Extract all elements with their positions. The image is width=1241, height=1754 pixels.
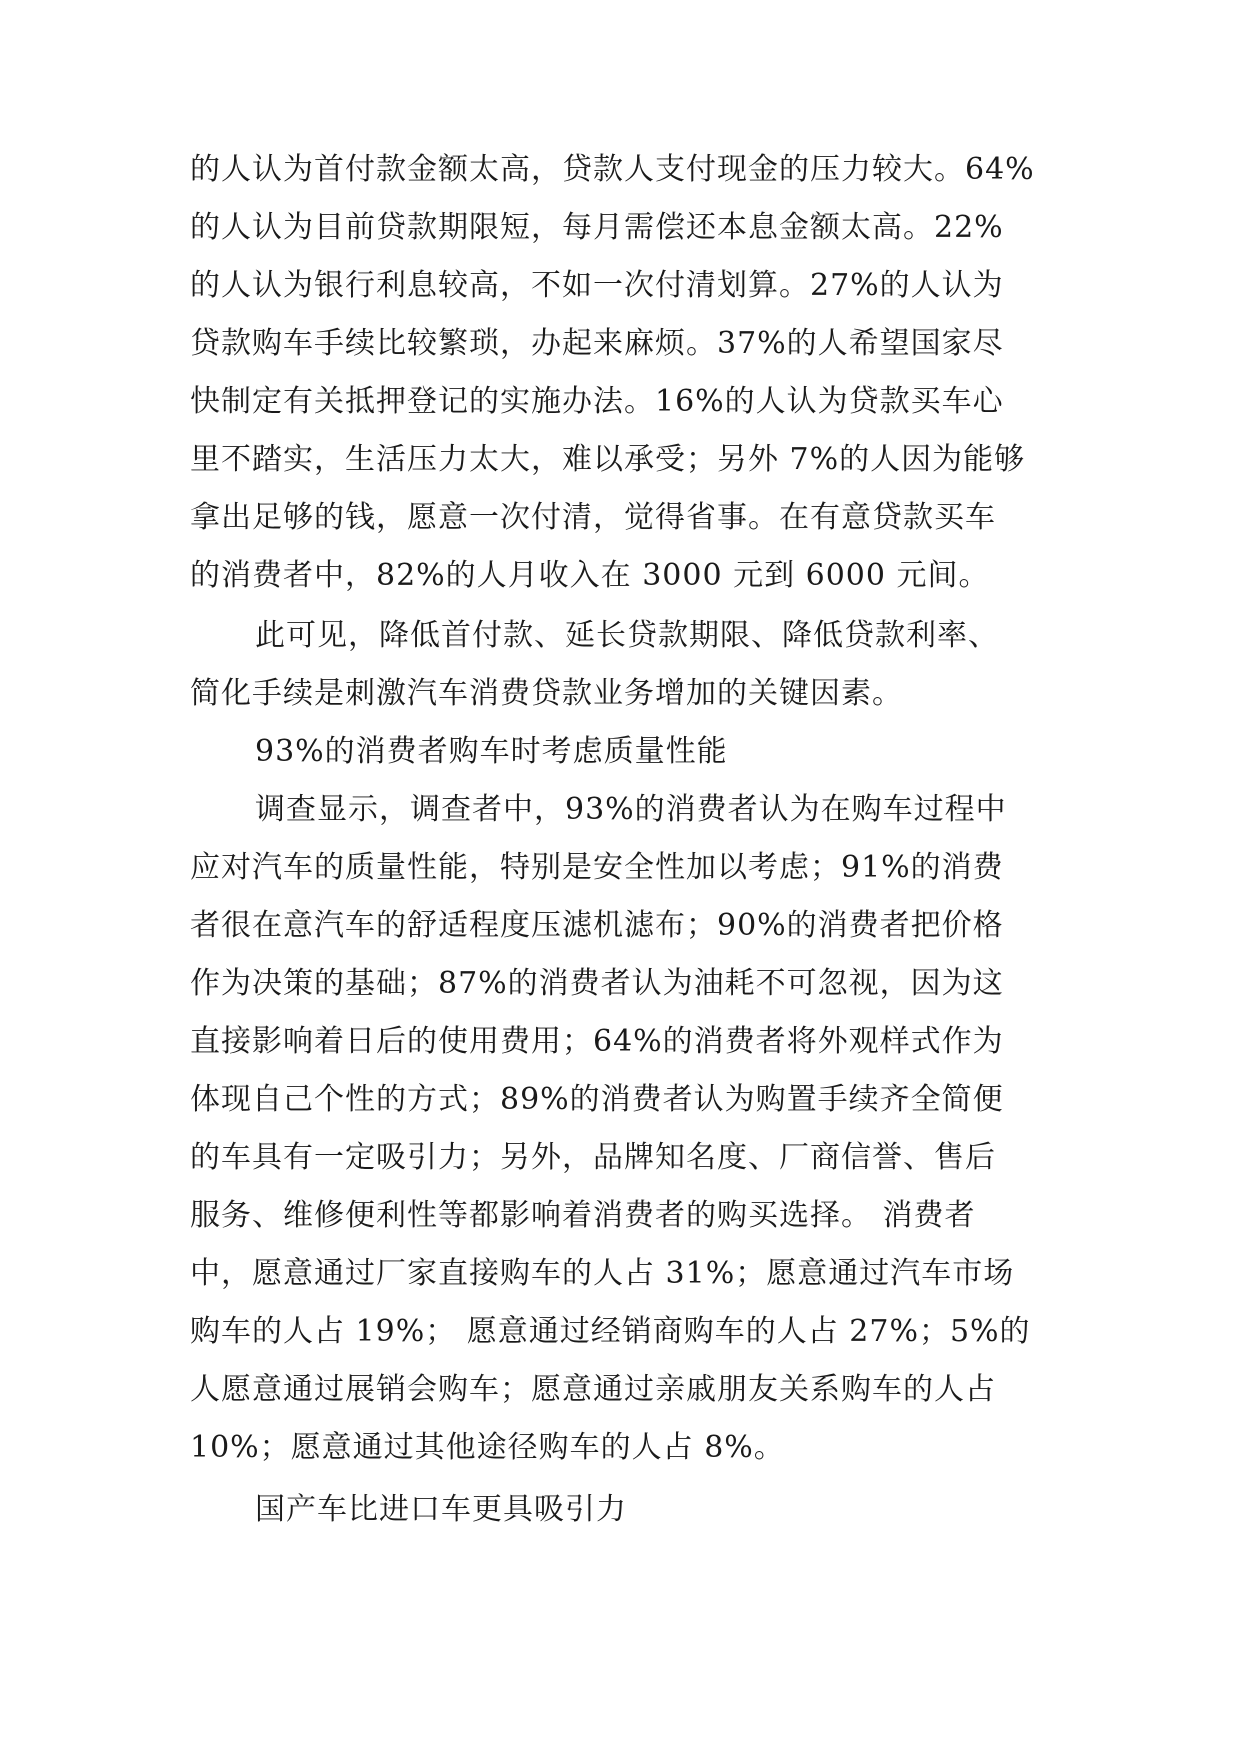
text-line: 者很在意汽车的舒适程度压滤机滤布；90%的消费者把价格 — [190, 908, 1004, 943]
text-line: 服务、维修便利性等都影响着消费者的购买选择。 消费者 — [190, 1198, 976, 1233]
paragraph-start-line: 调查显示，调查者中，93%的消费者认为在购车过程中 — [255, 792, 1007, 827]
text-line: 人愿意通过展销会购车；愿意通过亲戚朋友关系购车的人占 — [190, 1372, 996, 1407]
text-line: 快制定有关抵押登记的实施办法。16%的人认为贷款买车心 — [190, 384, 1004, 419]
text-line: 的消费者中，82%的人月收入在 3000 元到 6000 元间。 — [190, 558, 990, 593]
text-line: 作为决策的基础；87%的消费者认为油耗不可忽视，因为这 — [190, 966, 1004, 1001]
text-line: 体现自己个性的方式；89%的消费者认为购置手续齐全简便 — [190, 1082, 1004, 1117]
text-line: 贷款购车手续比较繁琐，办起来麻烦。37%的人希望国家尽 — [190, 326, 1004, 361]
paragraph-start-line: 此可见，降低首付款、延长贷款期限、降低贷款利率、 — [255, 618, 999, 653]
text-line: 的人认为目前贷款期限短，每月需偿还本息金额太高。22% — [190, 210, 1004, 245]
text-line: 10%；愿意通过其他途径购车的人占 8%。 — [190, 1430, 785, 1465]
text-line: 直接影响着日后的使用费用；64%的消费者将外观样式作为 — [190, 1024, 1004, 1059]
text-line: 应对汽车的质量性能，特别是安全性加以考虑；91%的消费 — [190, 850, 1004, 885]
section-heading: 93%的消费者购车时考虑质量性能 — [255, 734, 728, 769]
text-line: 的人认为首付款金额太高，贷款人支付现金的压力较大。64% — [190, 152, 1035, 187]
text-line: 购车的人占 19%； 愿意通过经销商购车的人占 27%；5%的 — [190, 1314, 1031, 1349]
text-line: 简化手续是刺激汽车消费贷款业务增加的关键因素。 — [190, 676, 903, 711]
text-line: 的车具有一定吸引力；另外，品牌知名度、厂商信誉、售后 — [190, 1140, 996, 1175]
text-line: 拿出足够的钱，愿意一次付清，觉得省事。在有意贷款买车 — [190, 500, 996, 535]
text-line: 中，愿意通过厂家直接购车的人占 31%；愿意通过汽车市场 — [190, 1256, 1015, 1291]
text-line: 的人认为银行利息较高，不如一次付清划算。27%的人认为 — [190, 268, 1004, 303]
text-line: 里不踏实，生活压力太大，难以承受；另外 7%的人因为能够 — [190, 442, 1026, 477]
section-heading: 国产车比进口车更具吸引力 — [255, 1492, 627, 1527]
